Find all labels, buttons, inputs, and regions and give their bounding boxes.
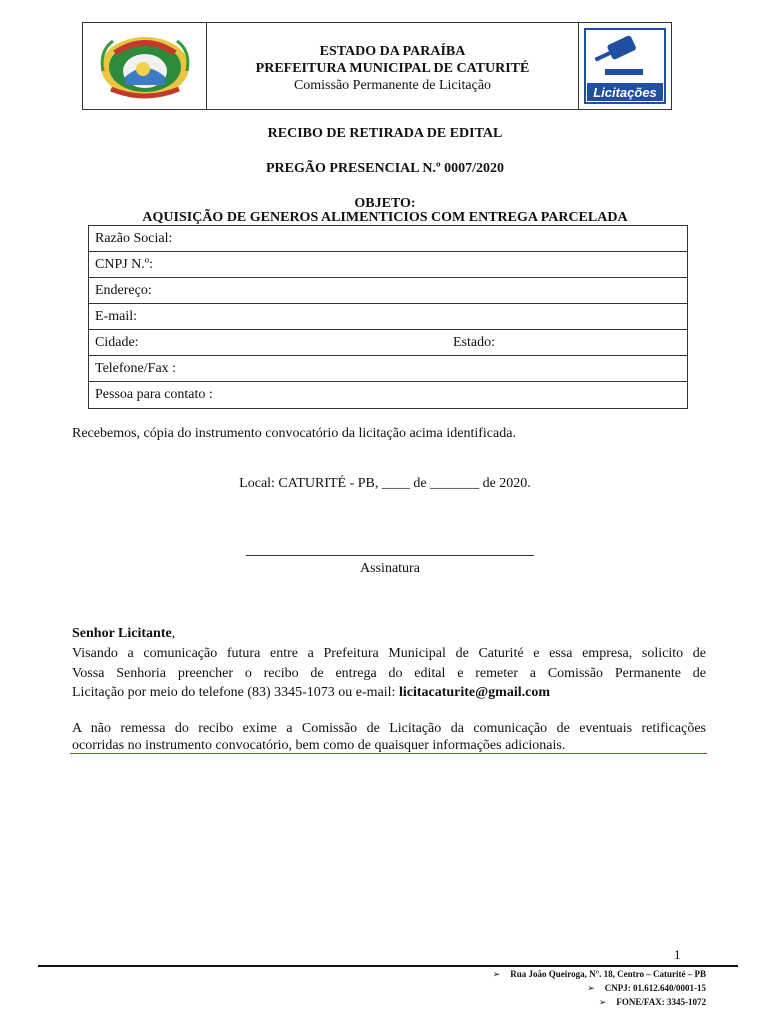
crest-icon xyxy=(97,31,193,101)
bullet-arrow-icon: ➢ xyxy=(598,997,607,1007)
state-name: ESTADO DA PARAÍBA xyxy=(319,44,466,59)
footer-fone: ➢ FONE/FAX: 3345-1072 xyxy=(598,997,706,1007)
signature-line xyxy=(246,555,534,556)
recebemos-text: Recebemos, cópia do instrumento convocatório da licitação acima identificada. xyxy=(72,426,516,441)
bullet-arrow-icon: ➢ xyxy=(587,983,595,993)
objeto-text: AQUISIÇÃO DE GENEROS ALIMENTICIOS COM ENTREGA PARCELADA xyxy=(142,210,628,225)
razao-social-field[interactable]: Razão Social: xyxy=(89,226,687,252)
endereco-field[interactable]: Endereço: xyxy=(89,278,687,304)
receipt-title: RECIBO DE RETIRADA DE EDITAL xyxy=(267,126,503,141)
body2-line-2: ocorridas no instrumento convocatório, bem como de quaisquer informações adicionais. xyxy=(72,738,566,753)
bullet-arrow-icon: ➢ xyxy=(492,969,501,979)
pregao-number: PREGÃO PRESENCIAL N.º 0007/2020 xyxy=(266,161,504,176)
telefone-field[interactable]: Telefone/Fax : xyxy=(89,356,687,382)
page-number: 1 xyxy=(674,947,681,962)
contact-email[interactable]: licitacaturite@gmail.com xyxy=(398,685,550,700)
gavel-icon xyxy=(583,27,667,105)
signature-label: Assinatura xyxy=(360,561,420,576)
header-title-block xyxy=(207,23,579,109)
objeto-label: OBJETO: xyxy=(354,196,416,211)
municipal-crest xyxy=(83,23,207,109)
bidder-form xyxy=(88,225,688,409)
greeting: Senhor Licitante, xyxy=(72,626,176,641)
email-field[interactable]: E-mail: xyxy=(89,304,687,330)
cnpj-field[interactable]: CNPJ N.º: xyxy=(89,252,687,278)
body-line-2: Vossa Senhoria preencher o recibo de entrega do edital e remeter a Comissão Permanente de xyxy=(72,666,706,681)
body-line-1: Visando a comunicação futura entre a Prefeitura Municipal de Caturité e essa empresa, solicito de xyxy=(72,646,706,661)
document-header xyxy=(82,22,672,110)
body2-line-1: A não remessa do recibo exime a Comissão de Licitação da comunicação de eventuais retificações xyxy=(72,721,706,736)
cidade-label: Cidade: xyxy=(95,335,139,350)
body-line-3: Licitação por meio do telefone (83) 3345-1073 ou e-mail: licitacaturite@gmail.com xyxy=(72,685,550,700)
footer-cnpj: ➢ CNPJ: 01.612.640/0001-15 xyxy=(587,983,706,993)
local-date-line: Local: CATURITÉ - PB, ____ de _______ de 2020. xyxy=(239,476,531,491)
logo-text: Licitações xyxy=(593,85,657,100)
commission-name: Comissão Permanente de Licitação xyxy=(293,78,492,93)
contato-field[interactable]: Pessoa para contato : xyxy=(95,387,213,402)
municipality-name: PREFEITURA MUNICIPAL DE CATURITÉ xyxy=(255,61,530,76)
red-rule xyxy=(70,753,707,754)
estado-label: Estado: xyxy=(453,335,495,350)
footer-rule xyxy=(38,965,738,967)
licitacoes-logo xyxy=(579,23,671,109)
footer-address: ➢ Rua João Queiroga, N°. 18, Centro – Caturité – PB xyxy=(492,969,706,979)
cidade-estado-field[interactable] xyxy=(89,330,687,356)
